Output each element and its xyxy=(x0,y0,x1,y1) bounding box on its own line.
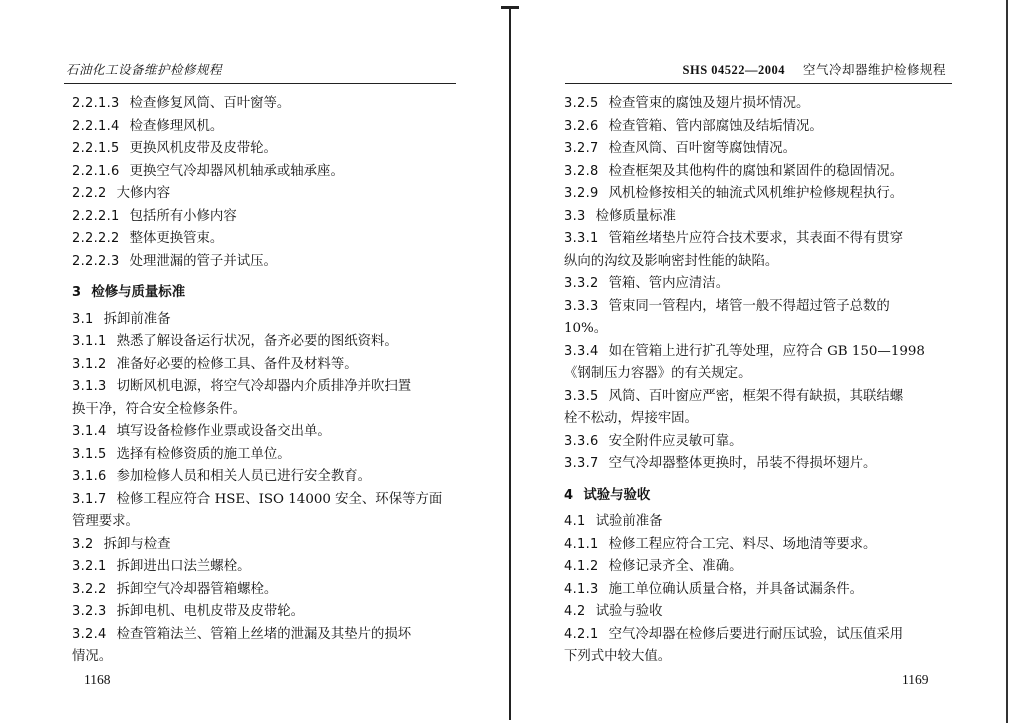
clause-line xyxy=(72,93,460,116)
clause-text: 检查管箱、管内部腐蚀及结垢情况。 xyxy=(608,118,823,134)
clause-number: 3.2.7 xyxy=(564,141,599,156)
clause-number: 2.2.2 xyxy=(72,186,107,201)
clause-line xyxy=(564,116,956,139)
clause-number: 4.1.3 xyxy=(564,581,599,597)
clause-number: 2.2.1.6 xyxy=(72,163,120,179)
clause-number: 3.2.9 xyxy=(564,186,599,201)
clause-line xyxy=(564,431,956,454)
clause-line xyxy=(564,138,956,161)
left-header-rule xyxy=(64,83,456,84)
right-page-number: 1169 xyxy=(902,672,929,687)
clause-text: 拆卸电机、电机皮带及皮带轮。 xyxy=(116,604,305,619)
clause-number: 3.3 xyxy=(564,208,586,224)
standard-title: 空气冷却器维护检修规程 xyxy=(802,62,946,77)
clause-number: 3.1.3 xyxy=(72,379,107,394)
clause-text: 纵向的沟纹及影响密封性能的缺陷。 xyxy=(564,253,779,269)
clause-text: 更换空气冷却器风机轴承或轴承座。 xyxy=(129,163,344,179)
text-continuation-line xyxy=(564,408,956,431)
clause-number: 3.2.2 xyxy=(72,581,107,597)
text-continuation-line xyxy=(564,318,956,341)
clause-text: 如在管箱上进行扩孔等处理，应符合 GB 150—1998 xyxy=(608,343,925,359)
clause-line xyxy=(72,161,460,184)
clause-line xyxy=(564,601,956,624)
text-continuation-line xyxy=(564,646,956,669)
clause-text: 管理要求。 xyxy=(72,514,139,529)
clause-number: 2.2.1.3 xyxy=(72,96,120,111)
section-heading xyxy=(72,281,460,305)
clause-number: 2.2.2.1 xyxy=(72,208,120,224)
clause-text: 10%。 xyxy=(564,321,608,336)
clause-text: 熟悉了解设备运行状况，备齐必要的图纸资料。 xyxy=(116,334,398,349)
clause-number: 3.1.6 xyxy=(72,469,107,484)
clause-number: 3.3.7 xyxy=(564,456,599,471)
clause-line xyxy=(72,228,460,251)
clause-text: 情况。 xyxy=(72,649,113,664)
clause-text: 拆卸进出口法兰螺栓。 xyxy=(116,559,251,574)
clause-text: 检修工程应符合工完、料尽、场地清等要求。 xyxy=(608,536,877,552)
clause-text: 管束同一管程内，堵管一般不得超过管子总数的 xyxy=(608,298,890,314)
clause-text: 风筒、百叶窗应严密，框架不得有缺损，其联结螺 xyxy=(608,388,904,404)
text-continuation-line xyxy=(72,399,460,422)
clause-number: 2.2.1.4 xyxy=(72,118,120,134)
clause-text: 更换风机皮带及皮带轮。 xyxy=(129,141,277,156)
clause-text: 检查修复风筒、百叶窗等。 xyxy=(129,96,291,111)
clause-line xyxy=(72,354,460,377)
clause-text: 检查管束的腐蚀及翅片损坏情况。 xyxy=(608,96,810,111)
clause-text: 管箱丝堵垫片应符合技术要求，其表面不得有贯穿 xyxy=(608,231,904,246)
clause-line xyxy=(564,93,956,116)
clause-line xyxy=(72,601,460,624)
left-running-head: 石油化工设备维护检修规程 xyxy=(66,62,223,77)
clause-text: 管箱、管内应清洁。 xyxy=(608,276,730,291)
clause-text: 空气冷却器在检修后要进行耐压试验，试压值采用 xyxy=(608,626,904,642)
clause-text: 栓不松动，焊接牢固。 xyxy=(564,411,698,426)
clause-number: 3.2.4 xyxy=(72,626,107,642)
clause-text: 大修内容 xyxy=(116,186,171,201)
clause-text: 试验与验收 xyxy=(583,486,651,503)
clause-text: 施工单位确认质量合格，并具备试漏条件。 xyxy=(608,581,863,597)
text-continuation-line xyxy=(72,646,460,669)
clause-line xyxy=(564,386,956,409)
clause-line xyxy=(564,206,956,229)
clause-text: 填写设备检修作业票或设备交出单。 xyxy=(116,424,331,439)
clause-number: 3.3.6 xyxy=(564,433,599,449)
clause-number: 3.2.5 xyxy=(564,96,599,111)
clause-line xyxy=(72,444,460,467)
clause-number: 4.1 xyxy=(564,514,586,529)
clause-number: 4.2.1 xyxy=(564,626,599,642)
text-continuation-line xyxy=(72,511,460,534)
clause-number: 3.1.7 xyxy=(72,491,107,507)
clause-line xyxy=(72,624,460,647)
clause-text: 检查框架及其他构件的腐蚀和紧固件的稳固情况。 xyxy=(608,163,904,179)
left-body-text xyxy=(72,93,460,669)
clause-line xyxy=(72,116,460,139)
clause-line xyxy=(564,183,956,206)
clause-line xyxy=(72,251,460,274)
clause-text: 整体更换管束。 xyxy=(129,231,224,246)
clause-text: 切断风机电源，将空气冷却器内介质排净并吹扫置 xyxy=(116,379,412,394)
clause-number: 3.3.1 xyxy=(564,231,599,246)
book-binding-line xyxy=(509,8,511,720)
clause-text: 拆卸空气冷却器管箱螺栓。 xyxy=(116,581,278,597)
clause-line xyxy=(72,309,460,332)
clause-number: 3.3.3 xyxy=(564,298,599,314)
clause-number: 3.2.6 xyxy=(564,118,599,134)
text-continuation-line xyxy=(564,251,956,274)
clause-line xyxy=(564,579,956,602)
clause-text: 试验与验收 xyxy=(595,604,663,619)
clause-line xyxy=(72,376,460,399)
clause-text: 包括所有小修内容 xyxy=(129,208,237,224)
clause-line xyxy=(564,228,956,251)
clause-number: 3.1.1 xyxy=(72,334,107,349)
clause-number: 3 xyxy=(72,285,82,300)
right-header-rule xyxy=(565,83,952,84)
clause-line xyxy=(72,138,460,161)
right-page xyxy=(512,0,1024,723)
clause-line xyxy=(72,421,460,444)
clause-number: 3.1.4 xyxy=(72,424,107,439)
left-page-number: 1168 xyxy=(84,672,111,687)
clause-line xyxy=(72,206,460,229)
clause-number: 3.3.4 xyxy=(564,343,599,359)
clause-line xyxy=(564,534,956,557)
right-body-text xyxy=(564,93,956,669)
clause-line xyxy=(72,489,460,512)
clause-text: 空气冷却器整体更换时，吊装不得损坏翅片。 xyxy=(608,456,877,471)
clause-number: 4.1.2 xyxy=(564,559,599,574)
clause-line xyxy=(72,466,460,489)
clause-line xyxy=(564,296,956,319)
text-continuation-line xyxy=(564,363,956,386)
clause-line xyxy=(72,556,460,579)
clause-text: 检查风筒、百叶窗等腐蚀情况。 xyxy=(608,141,797,156)
clause-number: 3.2 xyxy=(72,536,94,552)
clause-text: 《钢制压力容器》的有关规定。 xyxy=(564,366,752,381)
clause-text: 下列式中较大值。 xyxy=(564,649,672,664)
clause-text: 试验前准备 xyxy=(595,514,663,529)
clause-number: 3.2.3 xyxy=(72,604,107,619)
clause-text: 检修质量标准 xyxy=(595,208,676,224)
page-edge-line xyxy=(1006,0,1008,723)
clause-line xyxy=(72,183,460,206)
clause-text: 检修工程应符合 HSE、ISO 14000 安全、环保等方面 xyxy=(116,491,443,507)
standard-code: SHS 04522—2004 xyxy=(682,63,786,77)
clause-number: 3.2.8 xyxy=(564,163,599,179)
clause-line xyxy=(72,534,460,557)
clause-number: 3.1.5 xyxy=(72,446,107,462)
clause-text: 选择有检修资质的施工单位。 xyxy=(116,446,291,462)
clause-number: 3.2.1 xyxy=(72,559,107,574)
clause-number: 3.1.2 xyxy=(72,356,107,372)
clause-line xyxy=(564,624,956,647)
clause-text: 检查修理风机。 xyxy=(129,118,224,134)
clause-line xyxy=(564,453,956,476)
clause-line xyxy=(564,511,956,534)
clause-text: 换干净，符合安全检修条件。 xyxy=(72,401,247,417)
clause-number: 3.3.2 xyxy=(564,276,599,291)
clause-text: 参加检修人员和相关人员已进行安全教育。 xyxy=(116,469,371,484)
clause-line xyxy=(564,161,956,184)
clause-line xyxy=(72,579,460,602)
clause-number: 4.1.1 xyxy=(564,536,599,552)
clause-number: 4 xyxy=(564,487,574,503)
clause-text: 拆卸前准备 xyxy=(103,311,171,327)
clause-text: 风机检修按相关的轴流式风机维护检修规程执行。 xyxy=(608,186,904,201)
clause-number: 2.2.2.2 xyxy=(72,231,120,246)
clause-text: 准备好必要的检修工具、备件及材料等。 xyxy=(116,356,358,372)
clause-text: 拆卸与检查 xyxy=(103,536,171,552)
clause-number: 2.2.1.5 xyxy=(72,141,120,156)
clause-line xyxy=(72,331,460,354)
clause-number: 2.2.2.3 xyxy=(72,253,120,269)
clause-text: 安全附件应灵敏可靠。 xyxy=(608,433,743,449)
clause-line xyxy=(564,556,956,579)
clause-text: 处理泄漏的管子并试压。 xyxy=(129,253,277,269)
clause-text: 检查管箱法兰、管箱上丝堵的泄漏及其垫片的损坏 xyxy=(116,626,412,642)
right-running-head xyxy=(683,60,946,78)
clause-number: 3.1 xyxy=(72,311,94,327)
section-heading xyxy=(564,484,956,508)
clause-number: 4.2 xyxy=(564,604,586,619)
clause-line xyxy=(564,273,956,296)
clause-text: 检修与质量标准 xyxy=(91,284,186,300)
clause-line xyxy=(564,341,956,364)
left-page xyxy=(0,0,510,723)
clause-text: 检修记录齐全、准确。 xyxy=(608,559,743,574)
clause-number: 3.3.5 xyxy=(564,388,599,404)
